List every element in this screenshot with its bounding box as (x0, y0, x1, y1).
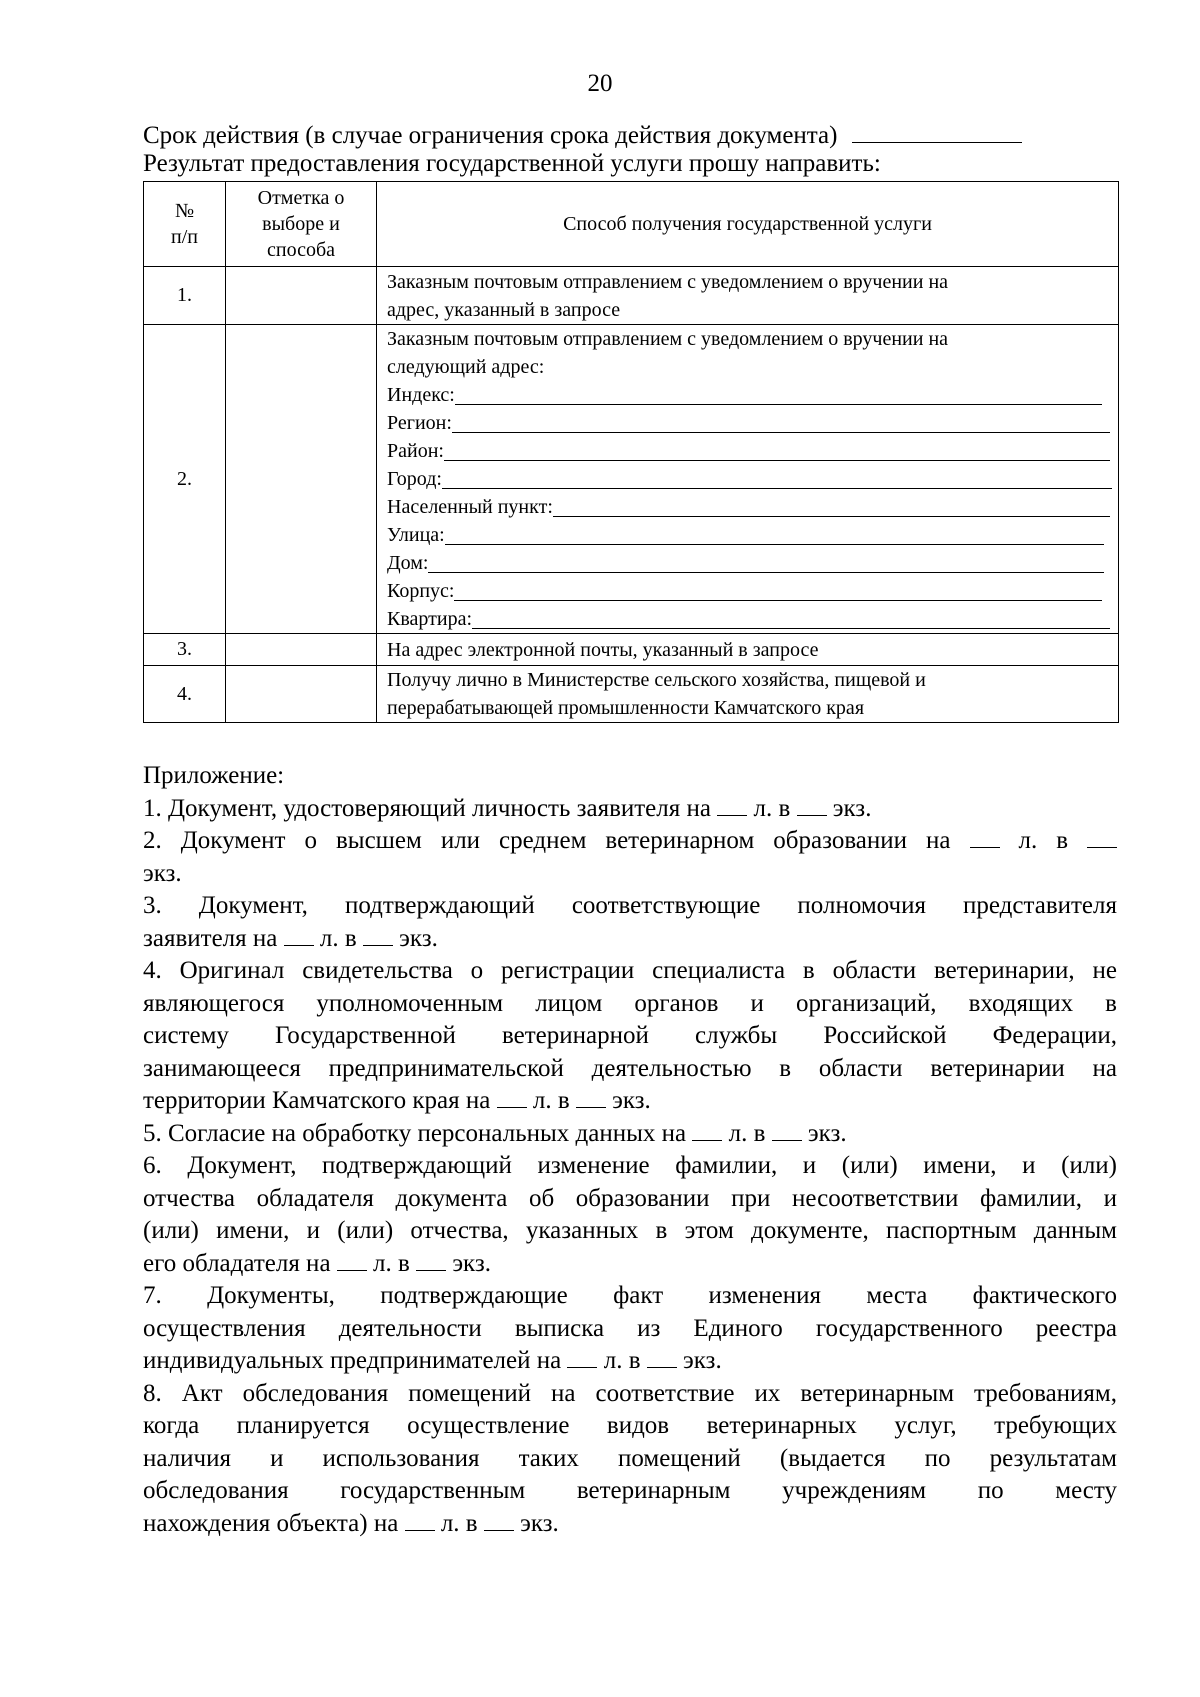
copies-blank[interactable] (1087, 825, 1117, 848)
page-number: 20 (587, 70, 613, 97)
sheets-blank[interactable] (405, 1508, 435, 1531)
validity-label: Срок действия (в случае ограничения срока действия документа) (143, 122, 838, 149)
validity-line (143, 118, 1117, 152)
appendix-item-4: 4. Оригинал свидетельства о регистрации специалиста в области ветеринарии, не (143, 957, 1117, 984)
appendix-item-1: 1. Документ, удостоверяющий личность заявителя на л. в экз. (143, 794, 872, 822)
delivery-method-table (143, 181, 1119, 723)
sheets-blank[interactable] (717, 793, 747, 816)
method-cell: На адрес электронной почты, указанный в запросе (377, 634, 1119, 666)
address-apartment-field[interactable]: Квартира: (387, 605, 1112, 633)
address-house-field[interactable]: Дом: (387, 549, 1112, 577)
row-number: 4. (144, 666, 226, 723)
row-number: 2. (144, 325, 226, 634)
method-cell: Получу лично в Министерстве сельского хозяйства, пищевой и перерабатывающей промышленности Камчатского края (377, 666, 1119, 723)
appendix-item-5: 5. Согласие на обработку персональных данных на л. в экз. (143, 1119, 847, 1147)
copies-blank[interactable] (772, 1118, 802, 1141)
sheets-blank[interactable] (970, 825, 1000, 848)
appendix-item-8: 8. Акт обследования помещений на соответствие их ветеринарным требованиям, (143, 1379, 1117, 1407)
appendix-item-2: 2. Документ о высшем или среднем ветеринарном образовании на л. в (143, 825, 1117, 858)
appendix-item-2-end: экз. (143, 859, 182, 887)
sheets-blank[interactable] (284, 923, 314, 946)
result-line: Результат предоставления государственной услуги прошу направить: (143, 150, 881, 177)
copies-blank[interactable] (797, 793, 827, 816)
validity-blank[interactable] (852, 118, 1022, 143)
address-region-field[interactable]: Регион: (387, 409, 1112, 437)
selection-mark-cell[interactable] (226, 666, 377, 723)
appendix-item-4-end: территории Камчатского края на л. в экз. (143, 1087, 651, 1114)
selection-mark-cell[interactable] (226, 634, 377, 666)
appendix-title: Приложение: (143, 762, 285, 789)
method-cell: Заказным почтовым отправлением с уведомлением о вручении на адрес, указанный в запросе (377, 267, 1119, 325)
address-locality-field[interactable]: Населенный пункт: (387, 493, 1112, 521)
copies-blank[interactable] (363, 923, 393, 946)
table-row (144, 267, 1119, 325)
selection-mark-cell[interactable] (226, 325, 377, 634)
sheets-blank[interactable] (337, 1248, 367, 1271)
selection-mark-cell[interactable] (226, 267, 377, 325)
address-building-field[interactable]: Корпус: (387, 577, 1112, 605)
appendix-section: Приложение: 1. Документ, удостоверяющий личность заявителя на л. в экз. 2. Документ о высшем или среднем ветеринарном образовании на л. в экз. 3. Документ, подтверждающий соответствующие полномочия представителя заявителя на л. в экз. 4. Оригинал свидетельства о регистрации специалиста в области ветеринарии, не являющегося уполномоченным лицом органов и организаций, входящих в систему Государственной ветеринарной службы Российской Федерации, занимающееся предпринимательской деятельностью в области ветеринарии на территории Камчатского края на л. в экз. 5. Согласие на обработку персональных данных на л. в экз. 6. Документ, подтверждающий изменение фамилии, и (или) имени, и (или) отчества обладателя документа об образовании при несоответствии фамилии, и (или) имени, и (или) отчества, указанных в этом документе, паспортным данным его обладателя на л. в экз. 7. Документы, подтверждающие факт изменения места фактического осуществления деятельности выписка из Единого государственного реестра индивидуальных предпринимателей на л. в экз. 8. Акт обследования помещений на соответствие их ветеринарным требованиям, когда планируется осуществление видов ветеринарных услуг, требующих наличия и использования таких помещений (выдается по результатам обследования государственным ветеринарным учреждениям по месту нахождения объекта) на л. в экз. (143, 760, 1117, 1540)
table-row (144, 325, 1119, 634)
copies-blank[interactable] (484, 1508, 514, 1531)
method-cell: Заказным почтовым отправлением с уведомлением о вручении на следующий адрес: Индекс: Регион: Район: Город: Населенный пункт: Улица: Дом: Корпус: Квартира: (377, 325, 1119, 634)
table-row (144, 634, 1119, 666)
sheets-blank[interactable] (567, 1345, 597, 1368)
appendix-item-7-end: индивидуальных предпринимателей на л. в экз. (143, 1347, 722, 1374)
table-row (144, 666, 1119, 723)
row-number: 3. (144, 634, 226, 666)
copies-blank[interactable] (416, 1248, 446, 1271)
header-method: Способ получения государственной услуги (377, 182, 1119, 267)
copies-blank[interactable] (647, 1345, 677, 1368)
sheets-blank[interactable] (692, 1118, 722, 1141)
table-header-row (144, 182, 1119, 267)
sheets-blank[interactable] (497, 1085, 527, 1108)
address-street-field[interactable]: Улица: (387, 521, 1112, 549)
appendix-item-6: 6. Документ, подтверждающий изменение фамилии, и (или) имени, и (или) (143, 1152, 1117, 1179)
appendix-item-3: 3. Документ, подтверждающий соответствующие полномочия представителя (143, 892, 1117, 919)
appendix-item-8-end: нахождения объекта) на л. в экз. (143, 1509, 559, 1537)
appendix-item-7: 7. Документы, подтверждающие факт изменения места фактического (143, 1282, 1117, 1309)
address-district-field[interactable]: Район: (387, 437, 1112, 465)
address-index-field[interactable]: Индекс: (387, 381, 1112, 409)
address-city-field[interactable]: Город: (387, 465, 1112, 493)
row-number: 1. (144, 267, 226, 325)
header-num: № п/п (144, 182, 226, 267)
appendix-item-3-end: заявителя на л. в экз. (143, 924, 438, 952)
header-mark: Отметка о выборе и способа (226, 182, 377, 267)
appendix-item-6-end: его обладателя на л. в экз. (143, 1249, 491, 1277)
copies-blank[interactable] (576, 1085, 606, 1108)
